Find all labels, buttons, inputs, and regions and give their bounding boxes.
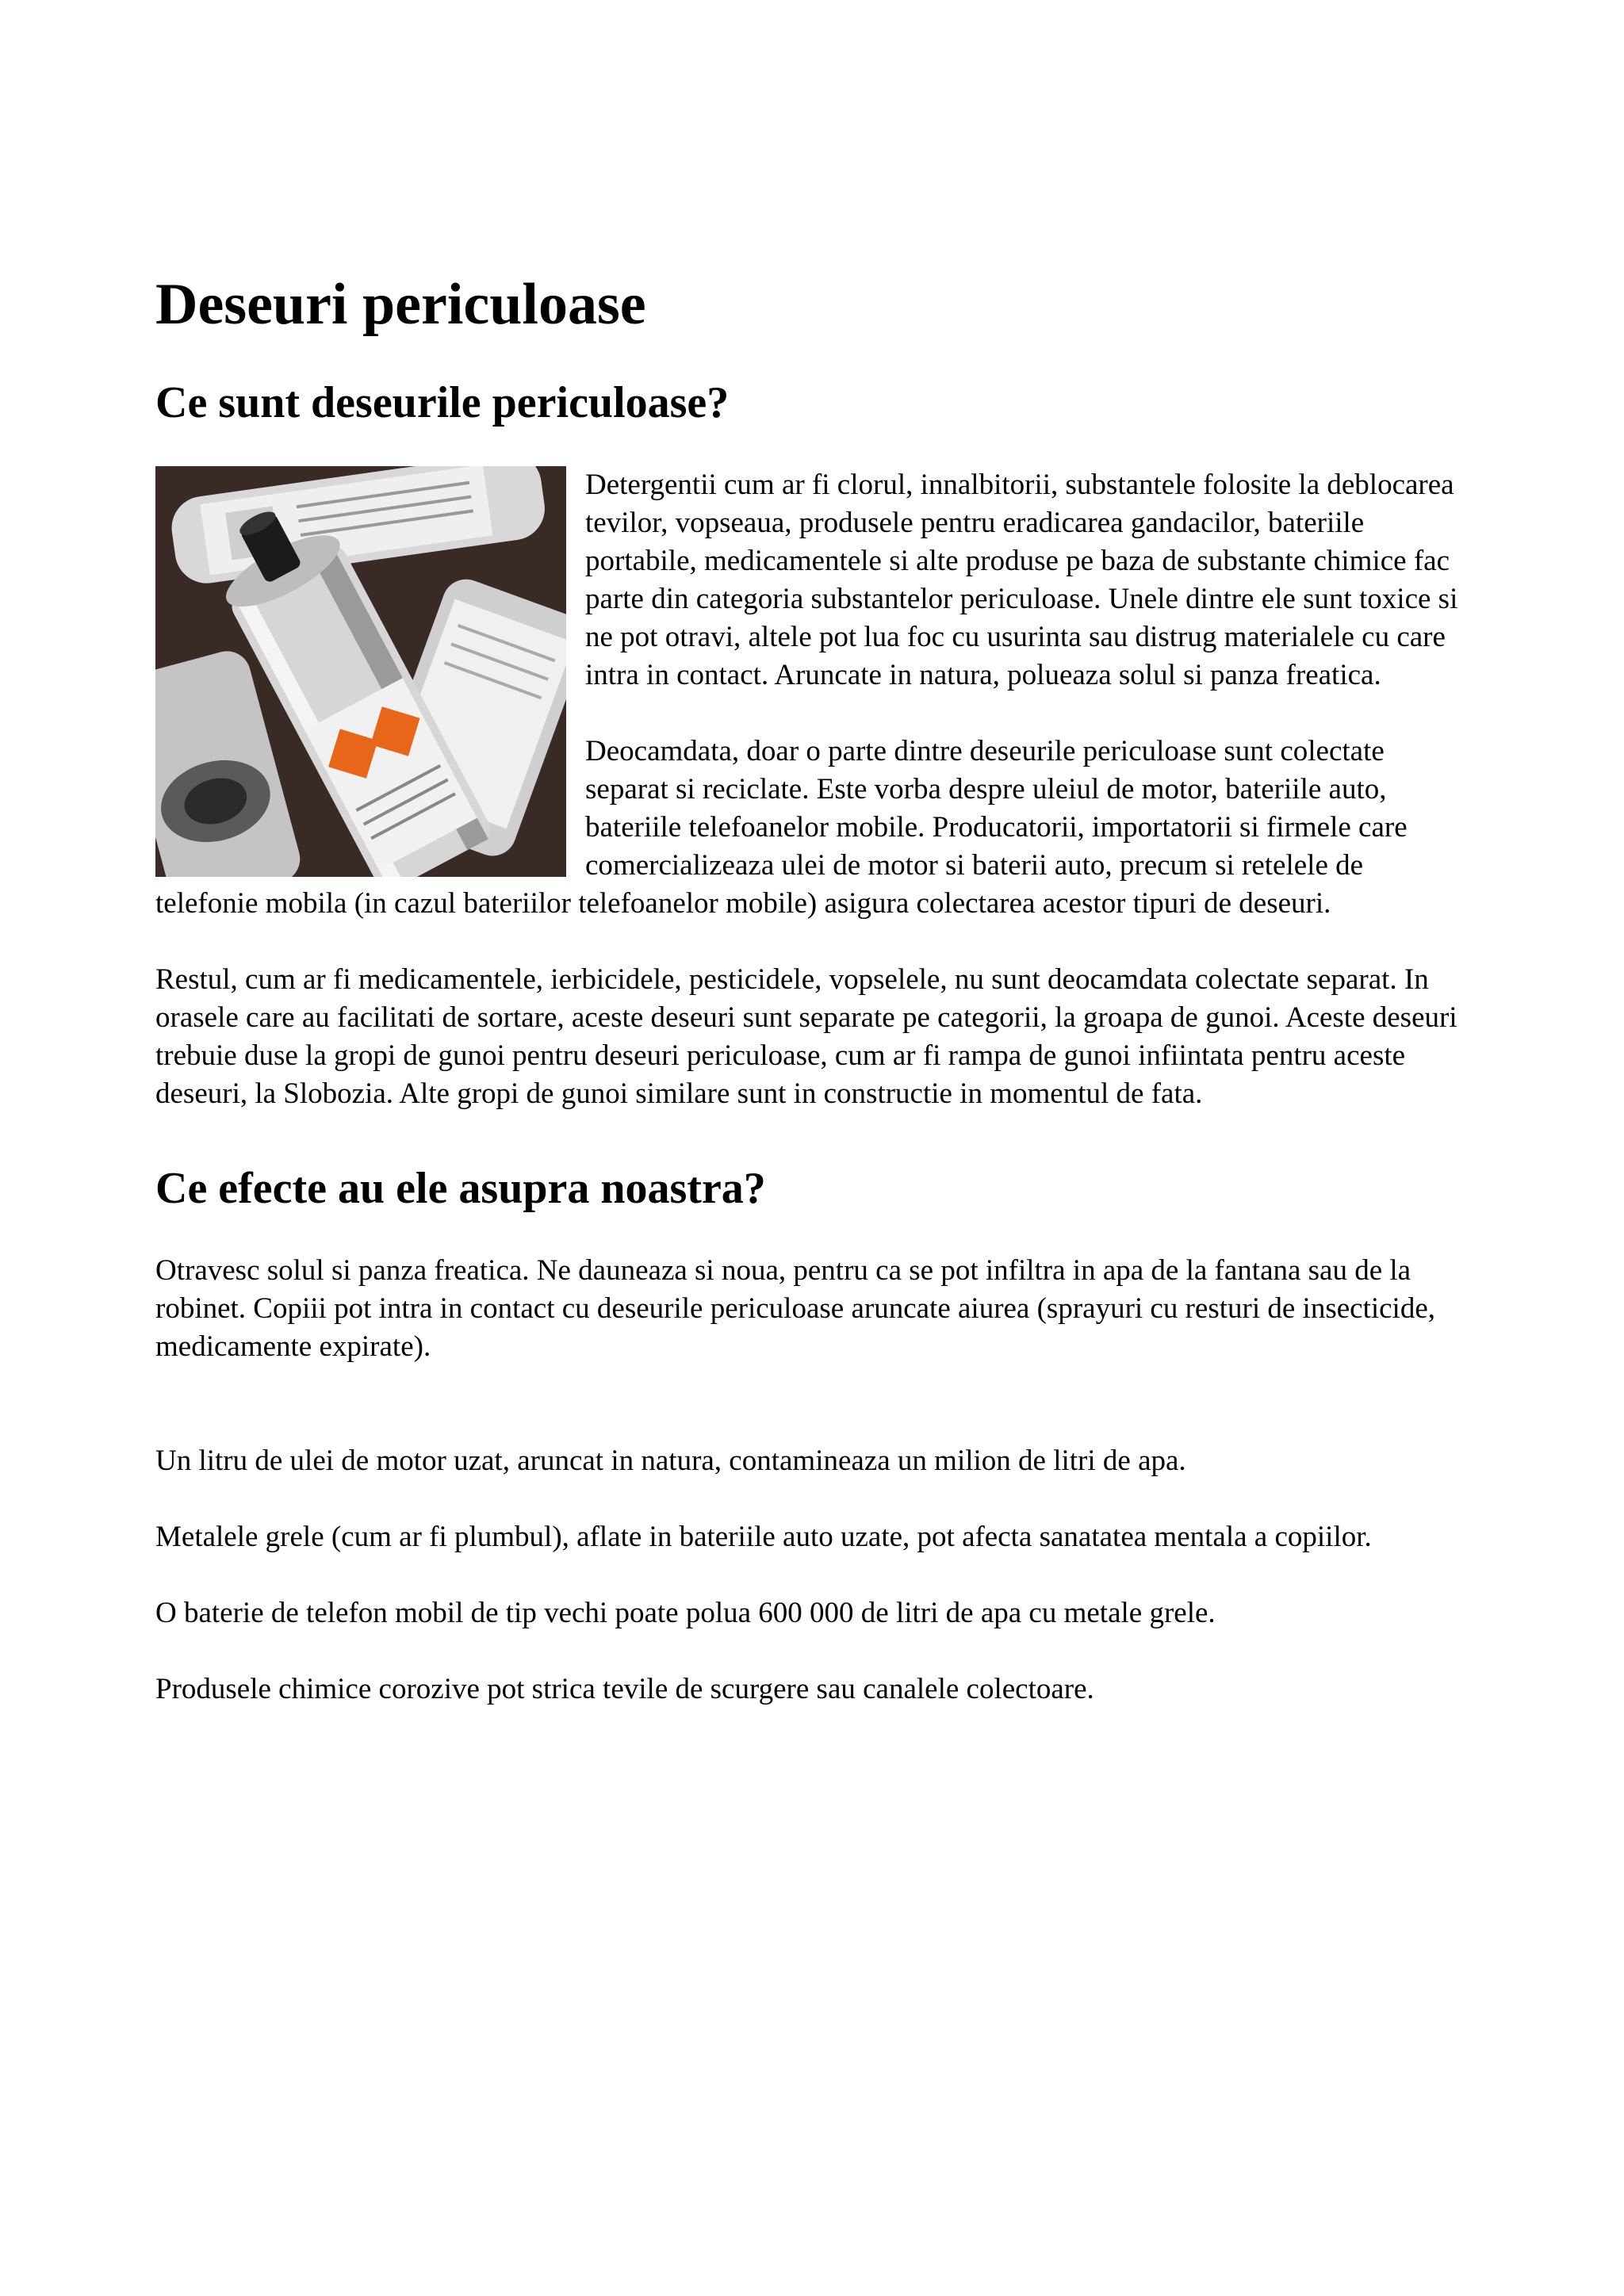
paragraph-corrosive-fact: Produsele chimice corozive pot strica tevile de scurgere sau canalele colectoare. (155, 1673, 1094, 1706)
paragraph-effects: Otravesc solul si panza freatica. Ne dauneaza si noua, pentru ca se pot infiltra in apa de la fantana sau de la robinet. Copiii pot intra in contact cu deseurile periculoase aruncate aiurea (sprayuri cu resturi de insecticide, medicamente expirate). (155, 1254, 1435, 1364)
paragraph-heavy-metals-fact: Metalele grele (cum ar fi plumbul), aflate in bateriile auto uzate, pot afecta sanatatea mentala a copiilor. (155, 1521, 1372, 1554)
paragraph-collection: Deocamdata, doar o parte dintre deseurile periculoase sunt colectate separat si reciclate. Este vorba despre uleiul de motor, bateriile auto, bateriile telefoanelor mobile. Producatorii, importatorii si firmele care comercializeaza ulei de motor si baterii auto, precum si retelele de telefonie mobila (in cazul bateriilor telefoanelor mobile) asigura colectarea acestor tipuri de deseuri. (155, 734, 1408, 920)
document-content (155, 270, 1472, 1709)
paragraph-phone-battery-fact: O baterie de telefon mobil de tip vechi poate polua 600 000 de litri de apa cu metale grele. (155, 1597, 1216, 1630)
paragraph-rest: Restul, cum ar fi medicamentele, ierbicidele, pesticidele, vopselele, nu sunt deocamdata colectate separat. In orasele care au facilitati de sortare, aceste deseuri sunt separate pe categorii, la groapa de gunoi. Aceste deseuri trebuie duse la gropi de gunoi pentru deseuri periculoase, cum ar fi rampa de gunoi infiintata pentru aceste deseuri, la Slobozia. Alte gropi de gunoi similare sunt in constructie in momentul de fata. (155, 962, 1457, 1110)
section-heading-what-are: Ce sunt deseurile periculoase? (155, 377, 730, 427)
page-title: Deseuri periculoase (155, 272, 646, 337)
paragraph-definition: Detergentii cum ar fi clorul, innalbitorii, substantele folosite la deblocarea tevilor, vopseaua, produsele pentru eradicarea gandacilor, bateriile portabile, medicamentele si alte produse pe baza de substante chimice fac parte din categoria substantelor periculoase. Unele dintre ele sunt toxice si ne pot otravi, altele pot lua foc cu usurinta sau distrug materialele cu care intra in contact. Aruncate in natura, polueaza solul si panza freatica. (585, 468, 1458, 691)
section-heading-effects: Ce efecte au ele asupra noastra? (155, 1163, 766, 1213)
intro-block (155, 466, 1472, 923)
paragraph-oil-fact: Un litru de ulei de motor uzat, aruncat in natura, contamineaza un milion de litri de apa. (155, 1445, 1186, 1478)
spray-cans-photo (155, 466, 566, 877)
